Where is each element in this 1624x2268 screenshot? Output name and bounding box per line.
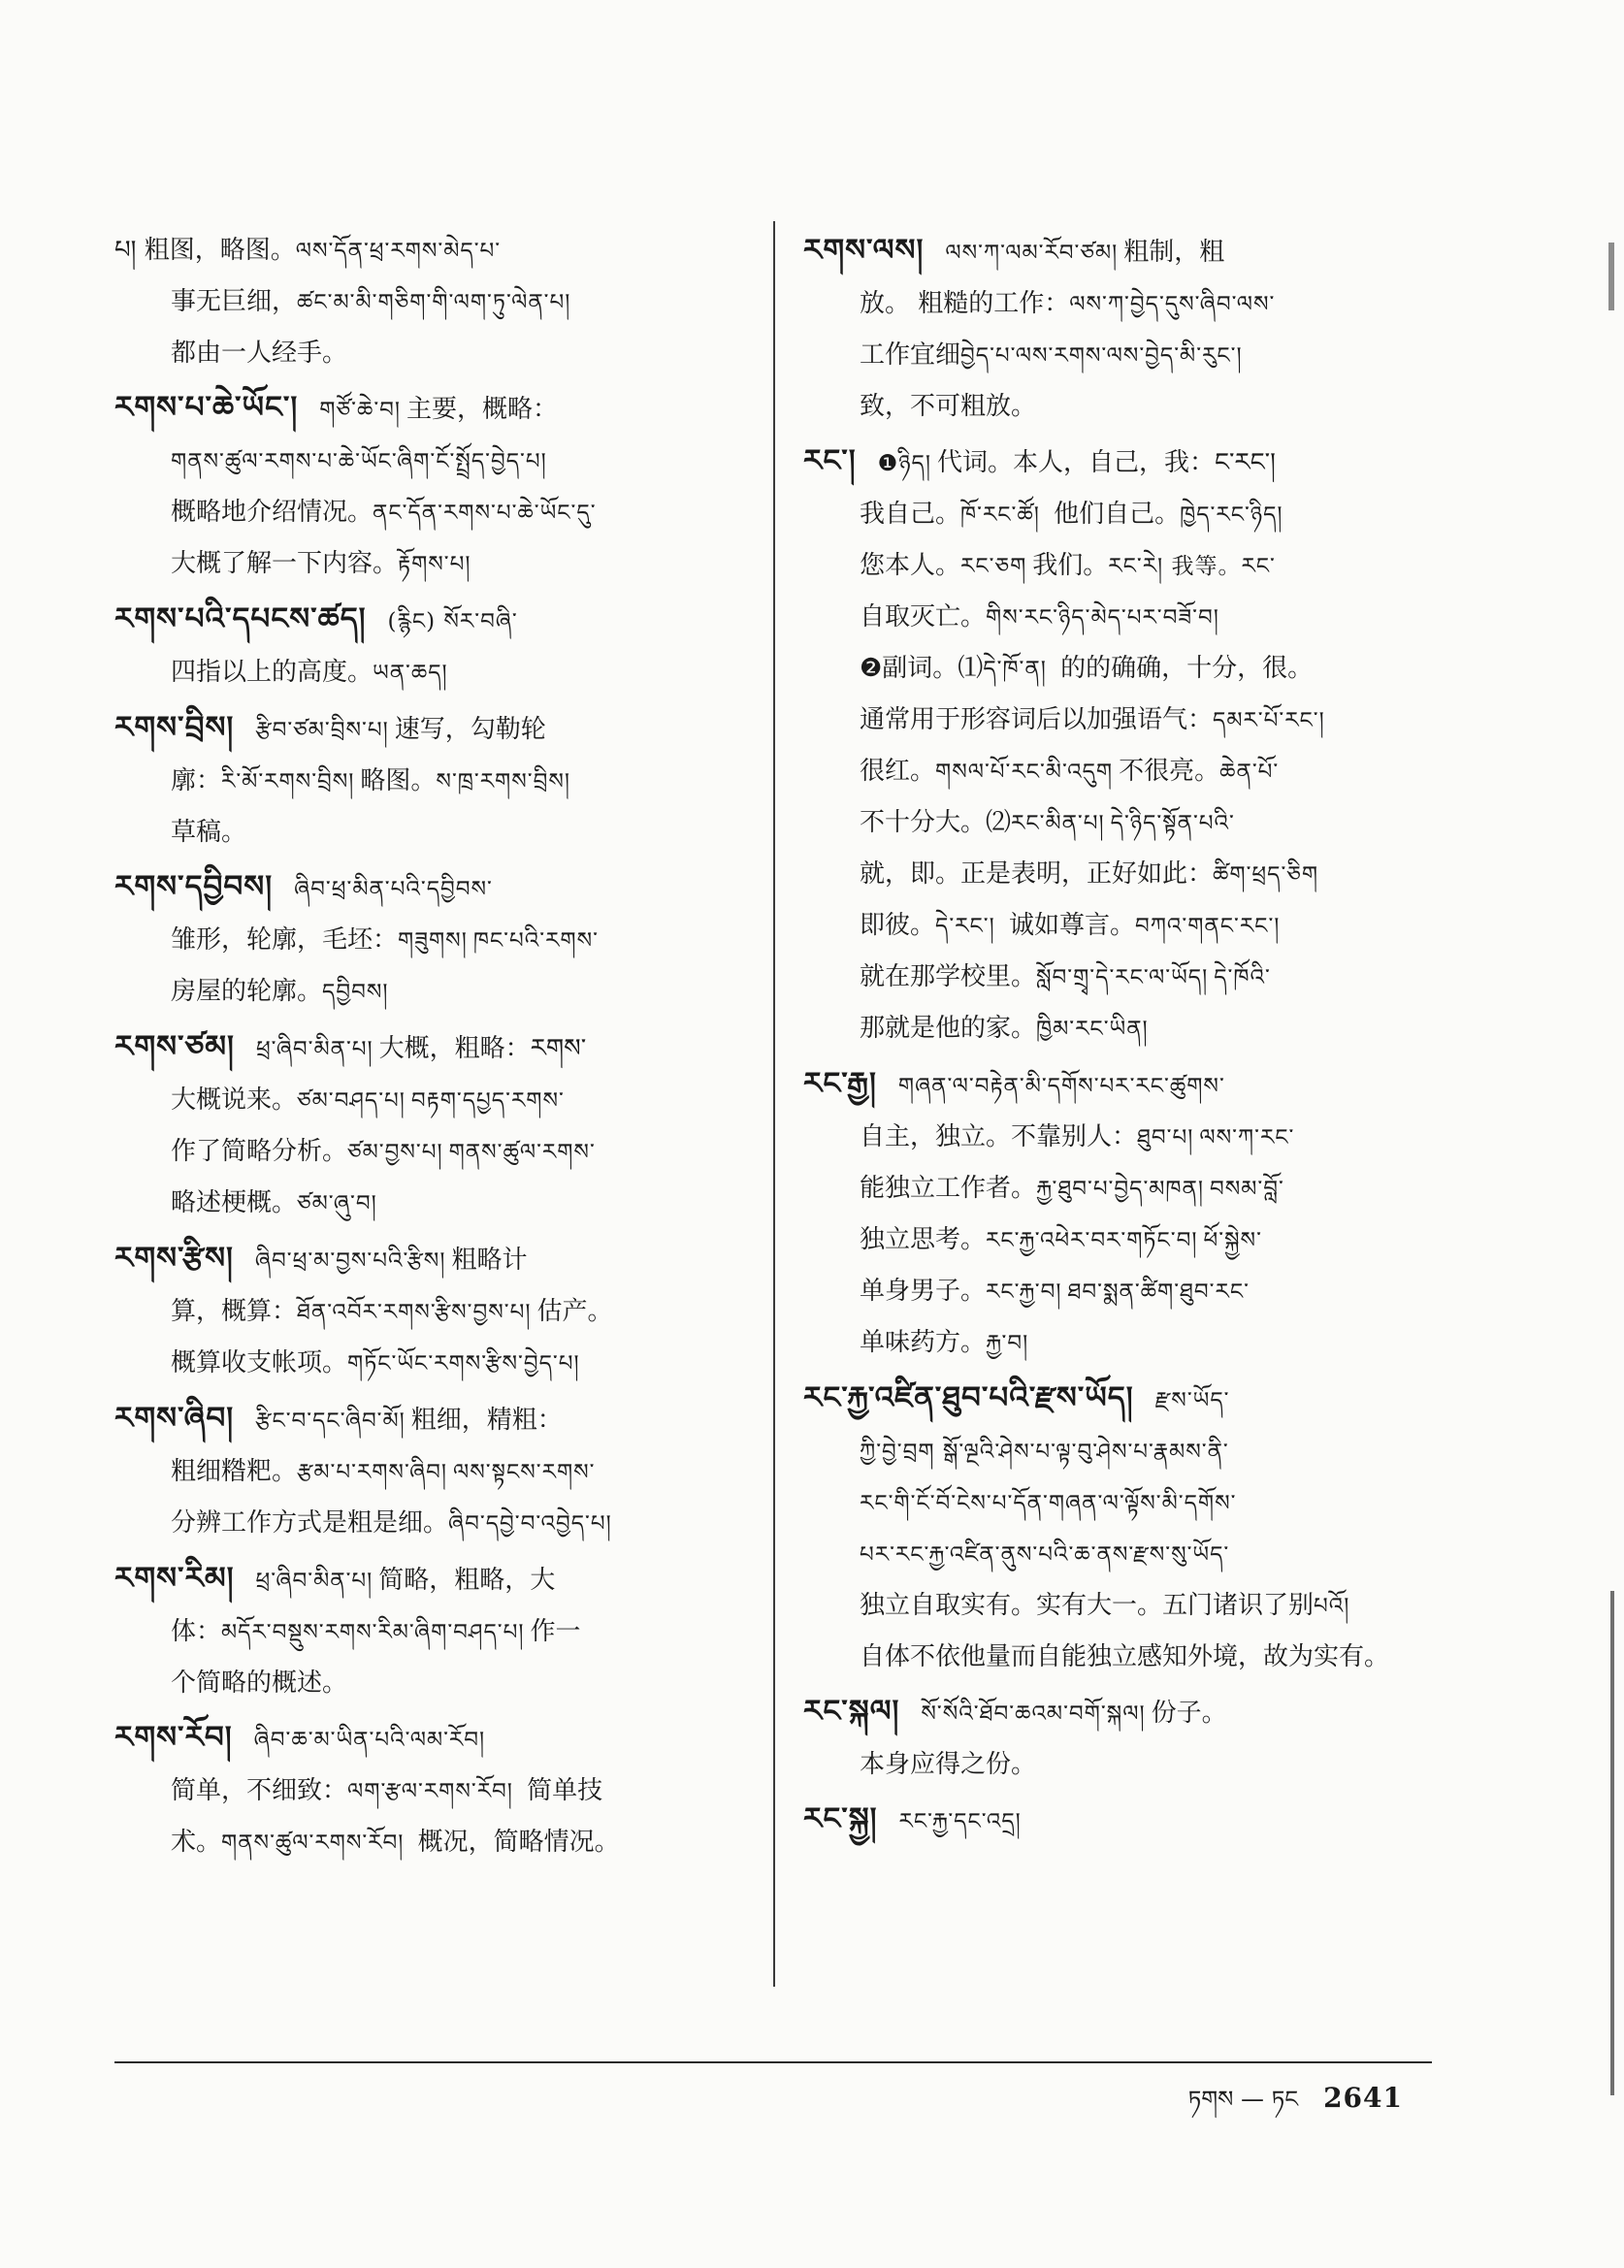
tibetan-text: རང་ཅག (960, 554, 1027, 579)
chinese-text: 工作宜细 (860, 340, 961, 370)
entry-line (803, 1163, 1451, 1215)
tibetan-gloss: གཞན་ལ་བརྟེན་མི་དགོས་པར་རང་ཚུགས་ (897, 1074, 1225, 1099)
headword: རགས་ལས། (803, 233, 925, 268)
entry-line (803, 1112, 1451, 1163)
tibetan-gloss: རྩིབ་ཙམ་བྲིས་པ། (255, 718, 389, 743)
headword: རགས་དབྱིབས། (114, 869, 274, 904)
chinese-text: 房屋的轮廓。 (171, 977, 323, 1006)
dictionary-entry (114, 1553, 745, 1708)
entry-line (803, 849, 1451, 900)
dictionary-entry (114, 861, 745, 1018)
chinese-text: 作了简略分析。 (171, 1137, 348, 1166)
chinese-text: 的的确确，十分，很。 (1052, 654, 1314, 683)
chinese-gloss: 粗制，粗 (1123, 238, 1225, 267)
tibetan-gloss: ❶ཉིད། (877, 451, 931, 476)
page-number: 2641 (1323, 2082, 1403, 2114)
headword: རགས་ཙམ། (114, 1029, 235, 1064)
entry-head-line (114, 1021, 745, 1075)
entry-line (114, 436, 745, 487)
dictionary-entry (114, 225, 745, 378)
chinese-text: 雏形，轮廓，毛坯： (171, 925, 399, 955)
entry-head-line (114, 861, 745, 915)
chinese-text: 估产。 (536, 1297, 613, 1326)
headword: རགས་རྩིས། (114, 1241, 234, 1276)
dictionary-entry (803, 1373, 1451, 1682)
tibetan-gloss: ཕྲ་ཞིབ་མིན་པ། (255, 1037, 374, 1062)
tibetan-text: ཡན་ཆད། (373, 661, 448, 686)
entry-line (114, 1126, 745, 1178)
entry-head-line (114, 1393, 745, 1446)
chinese-text: 简单技 (518, 1776, 603, 1805)
entry-line (114, 756, 745, 807)
entry-head-line (803, 1373, 1451, 1426)
tibetan-text: རང་རྐྱ་བ། (986, 1280, 1062, 1305)
entry-head-line (114, 594, 745, 647)
tibetan-gloss: རྫས་ཡོད་ (1154, 1388, 1230, 1413)
tibetan-text: རང་རེ། 我等。རང་ (1108, 554, 1276, 579)
chinese-text: 草稿。 (171, 818, 247, 847)
dictionary-entry (114, 594, 745, 698)
tibetan-gloss: རང་རྐྱ་དང་འདྲ། (898, 1809, 1022, 1834)
chinese-gloss: 代词。本人，自己，我：ང་རང་། (936, 448, 1276, 477)
chinese-text: 很红。 (860, 757, 936, 786)
left-column (114, 225, 745, 1872)
dictionary-entry (803, 1058, 1451, 1369)
headword: རང་རྐྱ་འཛིན་ཐུབ་པའི་རྫས་ཡོད། (803, 1380, 1134, 1415)
entry-head-line (114, 382, 745, 436)
entry-line (114, 915, 745, 966)
entry-head-line (803, 1686, 1451, 1739)
tibetan-text: གནས་ཚུལ་རགས་པ་ཆེ་ཡོང་ཞིག་ངོ་སྤྲོད་བྱེད་པ། (171, 449, 547, 474)
entry-line (114, 1766, 745, 1817)
chinese-gloss: 粗细，精粗： (410, 1406, 563, 1435)
entry-line (114, 1446, 745, 1498)
chinese-gloss: 大概，粗略：རགས་ (378, 1034, 587, 1063)
tibetan-text: ལས་དོན་ཕྲ་རགས་མེད་པ་ (295, 239, 502, 264)
tibetan-text: རྐྱ་ཐུབ་པ་བྱེད་མཁན། (1036, 1177, 1204, 1202)
entry-line (114, 647, 745, 698)
tibetan-text: སློབ་གྲྭ་དེ་རང་ལ་ཡོད། (1036, 965, 1209, 990)
chinese-text: 大概说来。 (171, 1085, 298, 1115)
headword: རགས་ཞིབ། (114, 1401, 235, 1436)
chinese-text: 不十分大。⑵ (860, 808, 1012, 837)
column-divider (773, 221, 775, 1987)
chinese-text: 概算收支帐项。 (171, 1348, 348, 1377)
tibetan-text: དབྱིབས། (322, 980, 389, 1005)
tibetan-text: ལས་ཀ་རང་ (1199, 1125, 1295, 1150)
tibetan-gloss: ཕྲ་ཞིབ་མིན་པ། (255, 1569, 374, 1594)
scan-edge-mark (1610, 1591, 1614, 2095)
entry-line (114, 1658, 745, 1708)
tibetan-text: ཞིབ་དབྱེ་བ་འབྱེད་པ། (448, 1511, 612, 1537)
headword: རང་སྐྱ། (803, 1801, 878, 1836)
footer-rule (114, 2061, 1432, 2063)
entry-line (114, 966, 745, 1018)
entry-line (803, 695, 1451, 746)
entry-line (803, 1739, 1451, 1790)
tibetan-text: གསལ་པོ་རང་མི་འདུག (935, 760, 1114, 785)
dictionary-entry (114, 1021, 745, 1229)
dictionary-entry (114, 1233, 745, 1389)
chinese-text: 术。 (171, 1828, 222, 1857)
chinese-text: 诚如尊言。 (1000, 911, 1135, 940)
chinese-text: 我自己。 (860, 500, 961, 529)
entry-line (803, 1215, 1451, 1266)
chinese-text: 大概了解一下内容。 (171, 549, 399, 578)
dictionary-entry (803, 436, 1451, 1054)
tibetan-text: ཐབ་སྨན་ཚིག་ཐུབ་རང་ (1067, 1280, 1250, 1305)
entry-line (803, 1632, 1451, 1682)
headword: རགས་བྲིས། (114, 710, 235, 745)
entry-line (114, 1817, 745, 1868)
tibetan-gloss: ཞིབ་ཕྲ་མ་བྱས་པའི་རྩིས། (254, 1248, 446, 1274)
tibetan-text: དེ་ཁོའི་ (1214, 965, 1271, 990)
tibetan-gloss: (རྙིང) སོར་བཞི་ (387, 609, 518, 634)
chinese-text: 独立思考。 (860, 1225, 987, 1254)
chinese-text: 个简略的概述。 (171, 1669, 348, 1698)
entry-line (803, 1266, 1451, 1317)
chinese-text: 自取灭亡。 (860, 602, 987, 632)
chinese-text: 即彼。 (860, 911, 936, 940)
chinese-text: 就在那学校里。 (860, 962, 1037, 991)
tibetan-text: རང་གི་ངོ་བོ་ངེས་པ་དོན་གཞན་ལ་ལྟོས་མི་དགོས་ (860, 1491, 1237, 1516)
entry-line (803, 952, 1451, 1003)
entry-line (803, 797, 1451, 849)
headword: རང་སྐལ། (803, 1694, 900, 1729)
tibetan-text: ལས་སྟངས་རགས་ (453, 1460, 596, 1485)
entry-line (803, 489, 1451, 540)
tibetan-text: པའོ། (1314, 1594, 1350, 1619)
tibetan-text: བསམ་བློ་ (1209, 1177, 1284, 1202)
entry-line (803, 278, 1451, 330)
entry-head-line (114, 702, 745, 756)
tibetan-text: ཁྱེད་རང་ཉིད། (1180, 502, 1283, 528)
tibetan-text: ཙམ་བཤད་པ། (297, 1088, 406, 1114)
chinese-text: 都由一人经手。 (171, 339, 348, 368)
chinese-text: 自体不依他量而自能独立感知外境，故为实有。 (860, 1642, 1390, 1671)
entry-head-line (114, 1553, 745, 1606)
tibetan-text: ཁང་པའི་རགས་ (472, 928, 599, 954)
entry-line (803, 1003, 1451, 1054)
chinese-text: 单味药方。 (860, 1328, 987, 1357)
entry-line (803, 643, 1451, 695)
tibetan-text: མདོར་བསྡུས་རགས་རིམ་ཞིག་བཤད་པ། (221, 1620, 525, 1645)
tibetan-text: བཀའ་གནང་རང་། (1134, 914, 1281, 939)
entry-line (803, 540, 1451, 592)
tibetan-text: ཐུབ་པ། (1137, 1125, 1194, 1150)
chinese-text: པ། 粗图，略图。 (114, 236, 296, 265)
chinese-text: 粗细糌粑。 (171, 1457, 298, 1486)
tibetan-text: གནས་ཚུལ་རགས་ (448, 1140, 596, 1165)
chinese-text: 不很亮。 (1119, 757, 1220, 786)
tibetan-text: རི་མོ་རགས་བྲིས། (221, 769, 355, 794)
tibetan-gloss: ཞིབ་ཕྲ་མིན་པའི་དབྱིབས་ (294, 877, 493, 902)
chinese-gloss: 份子。 (1151, 1699, 1227, 1728)
tibetan-text: དེ་ཁོ་ན། (983, 657, 1047, 682)
entry-line (114, 1178, 745, 1229)
tibetan-text: ས་ཁྲ་རགས་བྲིས། (436, 769, 570, 794)
dictionary-entry (803, 225, 1451, 432)
entry-line (803, 1426, 1451, 1477)
tibetan-text: ཁོ་རང་ཚོ། (960, 502, 1040, 528)
scan-edge-mark (1608, 243, 1614, 310)
chinese-text: 就，即。正是表明，正好如此： (860, 859, 1214, 889)
tibetan-text: རྟོགས་པ། (398, 552, 471, 577)
entry-line (803, 1317, 1451, 1369)
entry-head-line (803, 436, 1451, 489)
dictionary-entry (114, 702, 745, 858)
dictionary-entry (114, 1393, 745, 1549)
tibetan-text: རང་རྐྱ་འཕེར་བར་གཏོང་བ། (986, 1228, 1198, 1253)
chinese-text: 我们。 (1032, 551, 1109, 580)
entry-line (803, 1580, 1451, 1632)
entry-line (114, 1338, 745, 1389)
tibetan-text: བརྟག་དཔྱད་རགས་ (410, 1088, 565, 1114)
dictionary-entry (803, 1686, 1451, 1790)
tibetan-text: ཁྱིམ་རང་ཡིན། (1036, 1017, 1149, 1042)
tibetan-text: ཚིག་ཕྲད་ཅིག (1213, 862, 1319, 888)
entry-line (114, 1498, 745, 1549)
entry-line (114, 225, 745, 276)
chinese-text: 他们自己。 (1045, 500, 1181, 529)
page-range: ཏགས — ཏང (1187, 2086, 1299, 2113)
chinese-text: 廓： (171, 766, 222, 795)
entry-head-line (114, 1233, 745, 1286)
entry-line (803, 746, 1451, 797)
chinese-text: 通常用于形容词后以加强语气： (860, 705, 1214, 734)
dictionary-entry (114, 382, 745, 590)
tibetan-gloss: སོ་སོའི་ཐོབ་ཆའམ་བགོ་སྐལ། (921, 1701, 1146, 1727)
tibetan-gloss: ལས་ཀ་ལམ་རོབ་ཙམ། (945, 241, 1119, 266)
chinese-text: 作一 (530, 1617, 581, 1646)
tibetan-text: གིས་རང་ཉིད་མེད་པར་བཟོ་བ། (986, 605, 1219, 631)
tibetan-text: རྐྱ་བ། (986, 1331, 1029, 1356)
chinese-text: 自主，独立。不靠别人： (860, 1122, 1138, 1151)
chinese-text: 简单，不细致： (171, 1776, 348, 1805)
entry-line (803, 1529, 1451, 1580)
chinese-text: 概况，简略情况。 (409, 1828, 620, 1857)
tibetan-text: རང་མིན་པ། (1011, 811, 1105, 836)
entry-line (114, 328, 745, 378)
tibetan-text: དེ་རང་། (935, 914, 995, 939)
entry-line (114, 1075, 745, 1126)
dictionary-entry (803, 1794, 1451, 1847)
dictionary-entry (114, 1712, 745, 1868)
chinese-text: 略图。 (360, 766, 437, 795)
headword: རང་། (803, 443, 857, 478)
entry-head-line (803, 1058, 1451, 1112)
chinese-text: 本身应得之份。 (860, 1750, 1037, 1779)
tibetan-text: ལས་ཀ་བྱེད་དུས་ཞིབ་ལས་ (1069, 292, 1276, 317)
page-footer (1188, 2074, 1403, 2139)
headword: རགས་པའི་དཔངས་ཚད། (114, 601, 367, 636)
tibetan-text: ནང་དོན་རགས་པ་ཆེ་ཡོང་དུ་ (373, 501, 597, 526)
right-column (803, 225, 1451, 1851)
chinese-text: 分辨工作方式是粗是细。 (171, 1508, 449, 1538)
tibetan-text: ཐོན་འབོར་རགས་རྩིས་བྱས་པ། (297, 1300, 532, 1325)
tibetan-gloss: ཞིབ་ཆ་མ་ཡིན་པའི་ལམ་རོབ། (253, 1728, 486, 1753)
chinese-text: 单身男子。 (860, 1277, 987, 1306)
entry-line (114, 1606, 745, 1658)
entry-line (803, 900, 1451, 952)
entry-head-line (803, 1794, 1451, 1847)
headword: རགས་རོབ། (114, 1720, 233, 1755)
tibetan-text: གཟུགས། (398, 928, 468, 954)
chinese-text: 四指以上的高度。 (171, 658, 374, 687)
entry-line (803, 592, 1451, 643)
chinese-text: 您本人。 (860, 551, 961, 580)
chinese-gloss: 速写，勾勒轮 (394, 715, 546, 744)
entry-line (803, 381, 1451, 432)
tibetan-text: ཕོ་སྐྱེས་ (1203, 1228, 1262, 1253)
entry-line (114, 276, 745, 328)
tibetan-text: ཚང་མ་མི་གཅིག་གི་ལག་ཏུ་ལེན་པ། (297, 290, 571, 315)
entry-line (114, 1286, 745, 1338)
tibetan-text: གཏོང་ཡོང་རགས་རྩིས་བྱེད་པ། (347, 1351, 580, 1377)
entry-line (114, 538, 745, 590)
tibetan-text: དེ་ཉིད་སྟོན་པའི་ (1110, 811, 1235, 836)
chinese-text: 略述梗概。 (171, 1188, 298, 1217)
tibetan-text: ཀྱི་བྱེ་བྲག སྒོ་ལྔའི་ཤེས་པ་ལྟ་བུ་ཤེས་པ་རྣམས་ནི་ (860, 1440, 1229, 1465)
chinese-text: 能独立工作者。 (860, 1174, 1037, 1203)
entry-line (114, 487, 745, 538)
tibetan-text: པར་རང་རྐྱ་འཛིན་ནུས་པའི་ཆ་ནས་རྫས་སུ་ཡོད་ (860, 1542, 1230, 1568)
entry-head-line (803, 225, 1451, 278)
entry-line (114, 807, 745, 858)
tibetan-text: གནས་ཚུལ་རགས་རོབ། (221, 1831, 405, 1856)
chinese-text: ❷副词。⑴ (860, 654, 984, 683)
chinese-text: 算，概算： (171, 1297, 298, 1326)
tibetan-gloss: རྩིང་བ་དང་ཞིབ་མོ། (255, 1409, 406, 1434)
chinese-text: 事无巨细， (171, 287, 298, 316)
chinese-text: 放。 粗糙的工作： (860, 289, 1070, 318)
tibetan-text: ཙམ་ཞུ་བ། (297, 1191, 377, 1216)
tibetan-text: དམར་པོ་རང་། (1213, 708, 1325, 733)
chinese-gloss: 简略，粗略，大 (378, 1566, 556, 1595)
chinese-text: 致，不可粗放。 (860, 392, 1037, 421)
entry-head-line (114, 1712, 745, 1766)
tibetan-text: ལག་རྩལ་རགས་རོབ། (347, 1779, 513, 1804)
chinese-text: 体： (171, 1617, 222, 1646)
tibetan-text: རྩམ་པ་རགས་ཞིབ། (297, 1460, 448, 1485)
entry-line (803, 1477, 1451, 1529)
entry-line (803, 330, 1451, 381)
tibetan-text: བྱེད་པ་ལས་རགས་ལས་བྱེད་མི་རུང་། (960, 343, 1243, 369)
tibetan-text: ཙམ་བྱས་པ། (347, 1140, 443, 1165)
chinese-gloss: 粗略计 (451, 1246, 528, 1275)
chinese-text: 概略地介绍情况。 (171, 498, 374, 527)
tibetan-gloss: གཙོ་ཆེ་བ། (319, 398, 402, 423)
headword: རང་རྒྱ། (803, 1066, 877, 1101)
headword: རགས་པ་ཆེ་ཡོང་། (114, 390, 299, 425)
chinese-text: 那就是他的家。 (860, 1014, 1037, 1043)
chinese-text: 独立自取实有。实有大一。五门诸识了别 (860, 1591, 1315, 1620)
chinese-gloss: 主要，概略： (406, 395, 559, 424)
tibetan-text: ཆེན་པོ་ (1219, 760, 1280, 785)
headword: རགས་རིམ། (114, 1561, 235, 1596)
